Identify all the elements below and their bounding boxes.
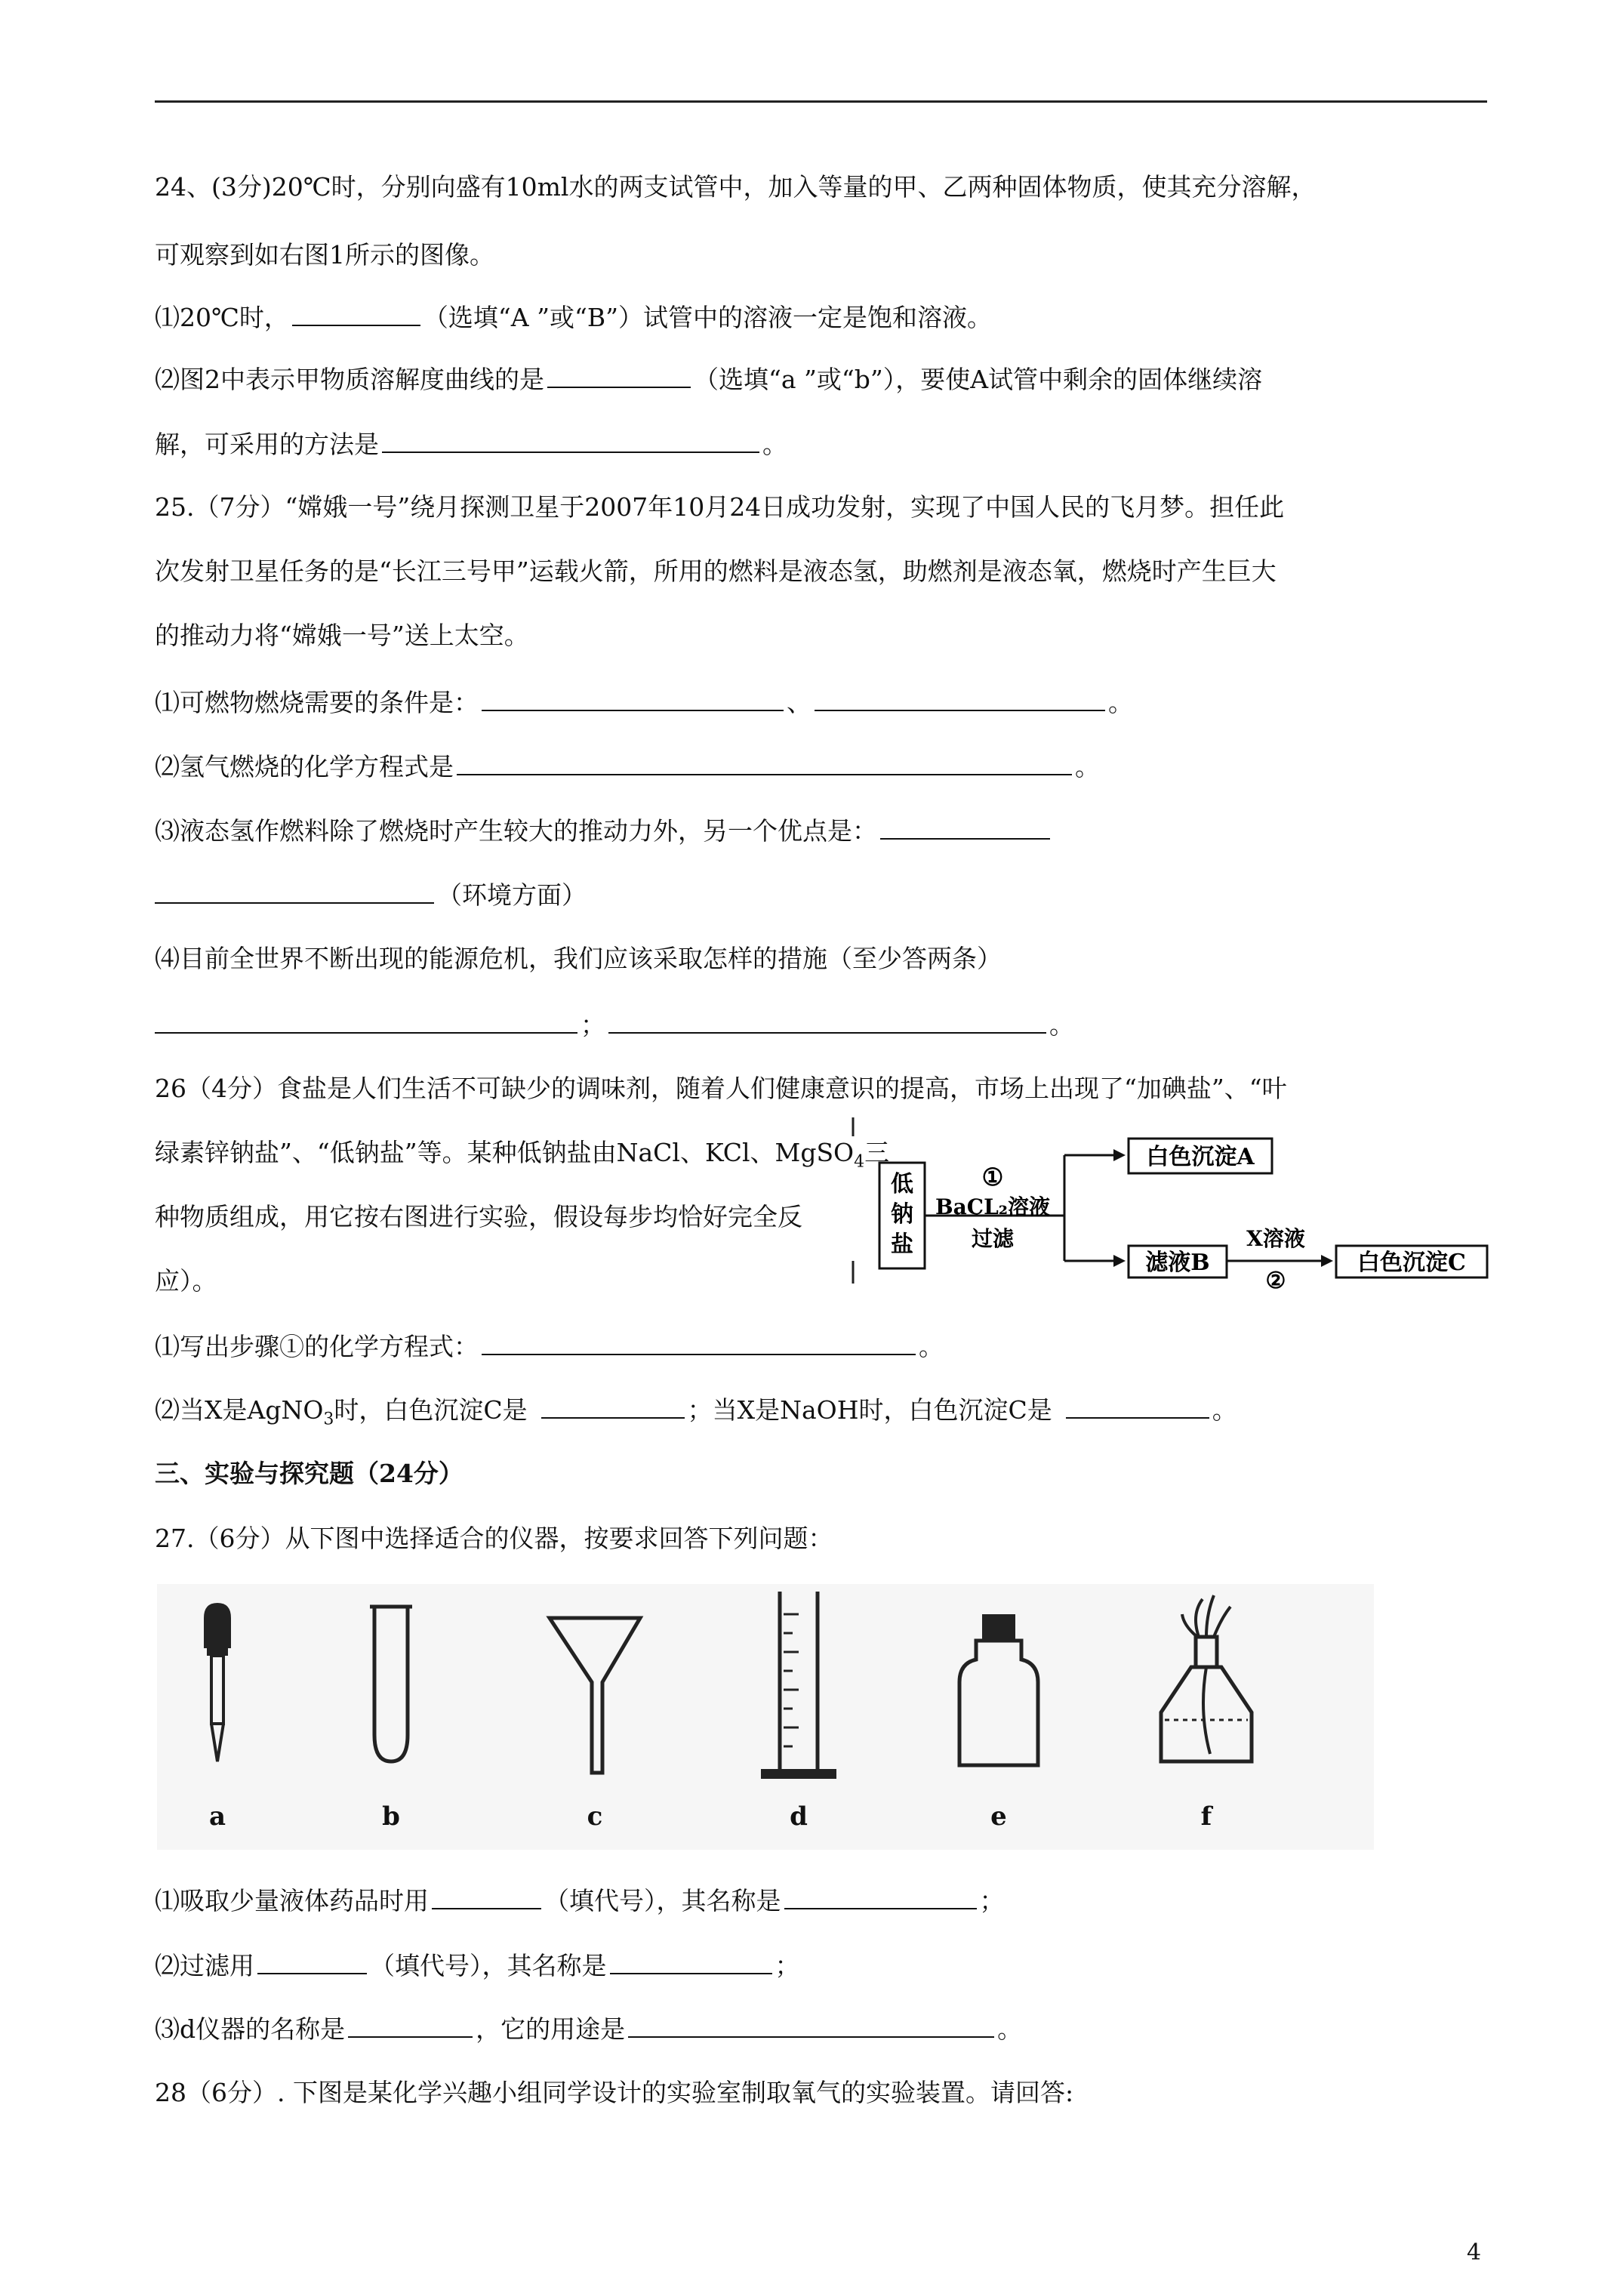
funnel-item xyxy=(534,1584,655,1850)
q25-part3-text2: （环境方面） xyxy=(437,880,587,910)
q25-part2-end: 。 xyxy=(1075,752,1100,781)
subscript: 4 xyxy=(854,1152,865,1172)
arrow-head xyxy=(1113,1149,1126,1161)
section-heading: 三、实验与探究题（24分） xyxy=(155,1459,463,1488)
q26-line3: 种物质组成，用它按右图进行实验，假设每步均恰好完全反 xyxy=(155,1202,802,1231)
q25-part2-text: ⑵氢气燃烧的化学方程式是 xyxy=(155,752,454,781)
q27-part3-end: 。 xyxy=(997,2014,1023,2044)
page-number: 4 xyxy=(1467,2239,1482,2266)
q26-part2-text3: ；当X是NaOH时，白色沉淀C是 xyxy=(687,1395,1052,1425)
step2-reagent: X溶液 xyxy=(1246,1226,1305,1251)
q26-line2-end: 三 xyxy=(864,1138,890,1167)
test-tube-icon xyxy=(331,1584,451,1803)
q26-part1-end: 。 xyxy=(919,1332,944,1361)
q24-line2: 可观察到如右图1所示的图像。 xyxy=(155,240,494,270)
alcohol-lamp-item xyxy=(1146,1584,1267,1850)
q24-part2-text: ⑵图2中表示甲物质溶解度曲线的是 xyxy=(155,365,544,394)
q25-part4-sep: ； xyxy=(581,1010,605,1040)
q25-part1-text: ⑴可燃物燃烧需要的条件是： xyxy=(155,688,479,717)
answer-blank[interactable] xyxy=(815,687,1105,711)
q25-part4: ⑷目前全世界不断出现的能源危机，我们应该采取怎样的措施（至少答两条） xyxy=(155,944,1002,973)
q25-line2: 次发射卫星任务的是“长江三号甲”运载火箭，所用的燃料是液态氢，助燃剂是液态氧，燃烧时产生巨大 xyxy=(155,556,1277,586)
q24-part1-text: ⑴20℃时， xyxy=(155,303,289,332)
q27-part3-text2: ，它的用途是 xyxy=(476,2014,626,2044)
arrow-head xyxy=(1113,1255,1126,1267)
answer-blank[interactable] xyxy=(608,1009,1046,1034)
funnel-icon xyxy=(534,1584,655,1803)
q25-part1-end: 。 xyxy=(1108,688,1133,717)
q25-part4-answers xyxy=(155,1009,1074,1040)
q27-line1: 27.（6分）从下图中选择适合的仪器，按要求回答下列问题： xyxy=(155,1524,833,1553)
q27-part1-text: ⑴吸取少量液体药品时用 xyxy=(155,1886,429,1915)
q24-part1-text2: （选填“A ”或“B”）试管中的溶液一定是饱和溶液。 xyxy=(423,303,992,332)
q26-part1 xyxy=(155,1331,944,1362)
q26-line2-text: 绿素锌钠盐”、“低钠盐”等。某种低钠盐由NaCl、KCl、MgSO xyxy=(155,1138,855,1167)
q25-part2 xyxy=(155,751,1100,782)
answer-blank[interactable] xyxy=(1066,1395,1209,1419)
q24-part2-text4: 。 xyxy=(762,430,787,459)
answer-blank[interactable] xyxy=(432,1885,541,1909)
answer-blank[interactable] xyxy=(610,1950,772,1974)
header-rule xyxy=(155,100,1487,103)
q24-line1: 24、(3分)20℃时，分别向盛有10ml水的两支试管中，加入等量的甲、乙两种固体物质，使其充分溶解， xyxy=(155,172,1317,202)
q26-part2-text: ⑵当X是AgNO xyxy=(155,1395,324,1425)
answer-blank[interactable] xyxy=(482,687,784,711)
q24-part1 xyxy=(155,302,992,333)
subscript: 3 xyxy=(323,1410,334,1429)
q28-line1: 28（6分）. 下图是某化学兴趣小组同学设计的实验室制取氧气的实验装置。请回答: xyxy=(155,2078,1074,2107)
answer-blank[interactable] xyxy=(155,880,434,904)
q25-part1 xyxy=(155,687,1133,718)
answer-blank[interactable] xyxy=(457,751,1072,775)
experiment-flow-diagram xyxy=(849,1110,1514,1291)
q25-part3 xyxy=(155,815,1053,846)
apparatus-label: d xyxy=(790,1801,808,1832)
result-c-label: 白色沉淀C xyxy=(1357,1250,1466,1276)
answer-blank[interactable] xyxy=(348,2014,473,2038)
q24-part2-text3: 解，可采用的方法是 xyxy=(155,430,379,459)
answer-blank[interactable] xyxy=(547,364,691,388)
q24-part2-cont xyxy=(155,429,787,460)
q27-part2-text2: （填代号），其名称是 xyxy=(370,1951,607,1980)
q26-line1: 26（4分）食盐是人们生活不可缺少的调味剂，随着人们健康意识的提高，市场上出现了“加碘盐”、“叶 xyxy=(155,1074,1287,1103)
q27-part2-text: ⑵过滤用 xyxy=(155,1951,254,1980)
q25-part3-text: ⑶液态氢作燃料除了燃烧时产生较大的推动力外，另一个优点是： xyxy=(155,816,877,846)
step1-operation: 过滤 xyxy=(971,1226,1015,1251)
step1-reagent: BaCL₂溶液 xyxy=(935,1194,1051,1219)
dropper-icon xyxy=(157,1584,278,1803)
q25-part4-end: 。 xyxy=(1049,1010,1074,1040)
test-tube-item xyxy=(331,1584,451,1850)
apparatus-label: b xyxy=(382,1801,400,1832)
apparatus-label: c xyxy=(587,1801,603,1832)
answer-blank[interactable] xyxy=(784,1885,977,1909)
answer-blank[interactable] xyxy=(880,815,1050,840)
answer-blank[interactable] xyxy=(292,302,420,326)
q26-part1-text: ⑴写出步骤①的化学方程式： xyxy=(155,1332,479,1361)
graduated-cylinder-icon xyxy=(738,1584,859,1803)
q27-part1 xyxy=(155,1885,1005,1916)
q27-part1-text2: （填代号），其名称是 xyxy=(544,1886,781,1915)
q24-part2 xyxy=(155,364,1262,395)
q27-part1-end: ； xyxy=(979,1886,1005,1915)
q26-line2 xyxy=(155,1138,889,1178)
dropper-item xyxy=(157,1584,278,1850)
q26-part2 xyxy=(155,1395,1237,1435)
q26-part2-end: 。 xyxy=(1212,1395,1237,1425)
q26-line4: 应）。 xyxy=(155,1266,217,1296)
q25-part3-cont xyxy=(155,880,587,911)
answer-blank[interactable] xyxy=(541,1395,685,1419)
q25-part1-sep: 、 xyxy=(787,688,812,717)
box1-char: 低 xyxy=(891,1171,913,1197)
graduated-cylinder-item xyxy=(738,1584,859,1850)
box1-char: 盐 xyxy=(891,1231,913,1258)
apparatus-label: f xyxy=(1200,1801,1212,1832)
q27-part3-text: ⑶d仪器的名称是 xyxy=(155,2014,346,2044)
result-a-label: 白色沉淀A xyxy=(1146,1144,1255,1170)
q25-line1: 25.（7分）“嫦娥一号”绕月探测卫星于2007年10月24日成功发射，实现了中国人民的飞月梦。担任此 xyxy=(155,492,1285,522)
apparatus-label: a xyxy=(208,1801,226,1832)
q26-part2-text2: 时，白色沉淀C是 xyxy=(334,1395,528,1425)
step2-number: ② xyxy=(1265,1268,1286,1291)
apparatus-figure xyxy=(157,1584,1374,1850)
q27-part2 xyxy=(155,1950,800,1981)
reagent-bottle-item xyxy=(938,1584,1059,1850)
apparatus-label: e xyxy=(990,1801,1007,1832)
answer-blank[interactable] xyxy=(482,1331,916,1355)
q27-part3 xyxy=(155,2014,1022,2045)
reagent-bottle-icon xyxy=(938,1584,1059,1803)
step1-number: ① xyxy=(981,1163,1004,1191)
answer-blank[interactable] xyxy=(257,1950,367,1974)
box1-char: 钠 xyxy=(891,1201,913,1228)
answer-blank[interactable] xyxy=(155,1009,577,1034)
answer-blank[interactable] xyxy=(382,429,759,453)
q25-line3: 的推动力将“嫦娥一号”送上太空。 xyxy=(155,621,529,650)
filtrate-label: 滤液B xyxy=(1145,1250,1210,1276)
alcohol-lamp-icon xyxy=(1146,1584,1267,1803)
q27-part2-end: ； xyxy=(775,1951,800,1980)
arrow-head xyxy=(1321,1255,1333,1267)
answer-blank[interactable] xyxy=(628,2014,994,2038)
q24-part2-text2: （选填“a ”或“b”），要使A试管中剩余的固体继续溶 xyxy=(694,365,1263,394)
